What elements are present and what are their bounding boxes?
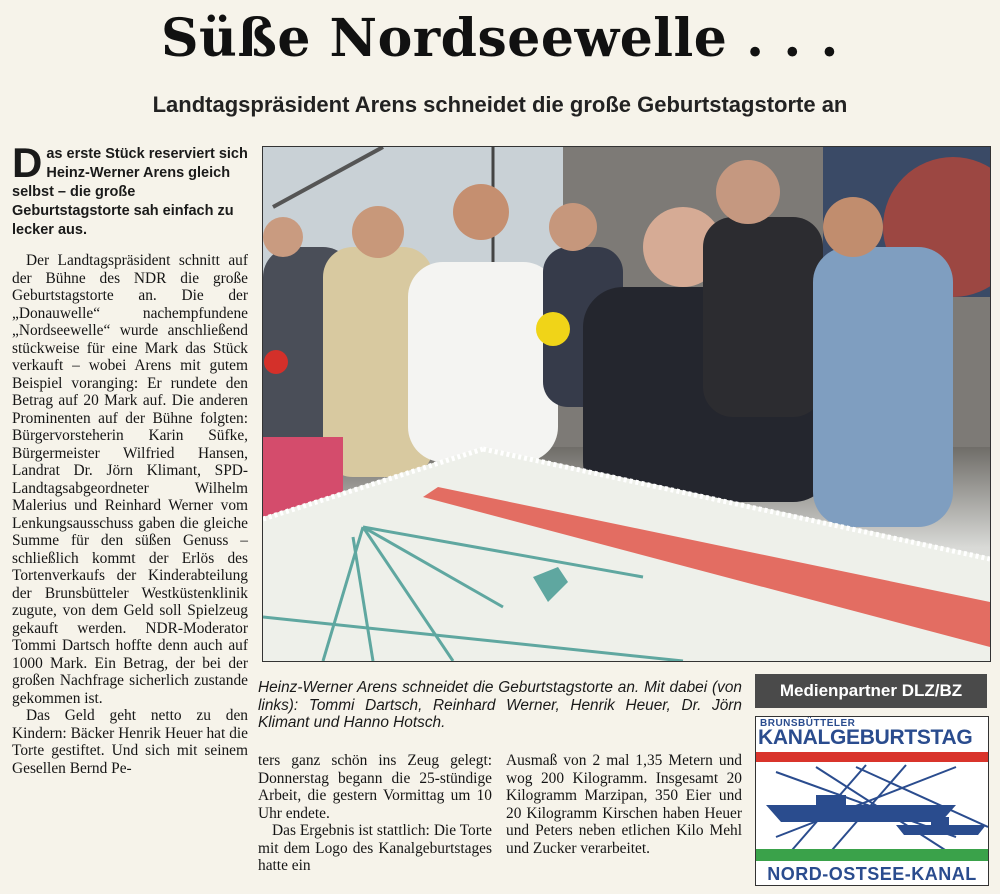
article-column-1: [12, 252, 248, 777]
photo-caption: Heinz-Werner Arens schneidet die Geburtstagstorte an. Mit dabei (von links): Tommi Dartsch, Reinhard Werner, Henrik Heuer, Dr. Jörn Klimant und Hanno Hotsch.: [258, 679, 742, 731]
headline: Süße Nordseewelle . . .: [160, 8, 840, 69]
logo-bottom-text: NORD-OSTSEE-KANAL: [767, 864, 977, 884]
article-column-2: [258, 752, 492, 875]
article-column-3: [506, 752, 742, 857]
logo-line-1: BRUNSBÜTTELER: [760, 718, 856, 729]
paragraph: Der Landtagspräsident schnitt auf der Bühne des NDR die große Geburtstagstorte an. Die der „Donauwelle“ nachempfundene „Nordseewelle“ wurde anschließend stückweise für eine Mark das Stück verkauft – wobei Arens mit gutem Beispiel voranging: Er rundete den Betrag auf 20 Mark auf. Die anderen Prominenten auf der Bühne folgten: Bürgervorsteherin Karin Süfke, Bürgermeister Wilfried Hansen, Landrat Dr. Jörn Klimant, SPD-Landtagsabgeordneter Wilhelm Malerius und Reinhard Werner vom Lenkungsausschuss gaben die gleiche Summe für den süßen Genuss – schließlich kommt der Erlös des Tortenverkaufs der Kinderabteilung der Brunsbütteler Westküstenklinik zugute, von dem Geld soll Spielzeug gekauft werden. NDR-Moderator Tommi Dartsch hoffte denn auch auf 1000 Mark. Ein Betrag, der bei der großen Nachfrage sicherlich zustande gekommen ist.: [12, 252, 248, 707]
paragraph: Das Ergebnis ist stattlich: Die Torte mit dem Logo des Kanalgeburtstages hatte ein: [258, 822, 492, 874]
photo-illustration: [263, 147, 990, 661]
lead-paragraph: [12, 139, 248, 240]
lead-text: as erste Stück reserviert sich Heinz-Werner Arens gleich selbst – die große Geburtstagstorte sah einfach zu lecker aus.: [12, 146, 248, 238]
article-photo: [262, 146, 991, 662]
kanalgeburtstag-logo: [755, 716, 989, 886]
paragraph: ters ganz schön ins Zeug gelegt: Donnerstag begann die 25-stündige Arbeit, die gestern Vormittag um 10 Uhr endete.: [258, 752, 492, 822]
logo-line-2: KANALGEBURTSTAG: [758, 726, 973, 749]
drop-cap: D: [12, 139, 43, 186]
subheadline: Landtagspräsident Arens schneidet die große Geburtstagstorte an: [152, 92, 848, 117]
paragraph: Ausmaß von 2 mal 1,35 Metern und wog 200 Kilogramm. Insgesamt 20 Kilogramm Marzipan, 350 Eier und 20 Kilogramm Kirschen haben Heuer und Peters neben etlichen Kilo Mehl und Zucker verarbeitet.: [506, 752, 742, 857]
media-partner-label: Medienpartner DLZ/BZ: [755, 674, 987, 708]
paragraph: Das Geld geht netto zu den Kindern: Bäcker Henrik Heuer hat die Torte gestiftet. Und sich mit seinem Gesellen Bernd Pe-: [12, 707, 248, 777]
